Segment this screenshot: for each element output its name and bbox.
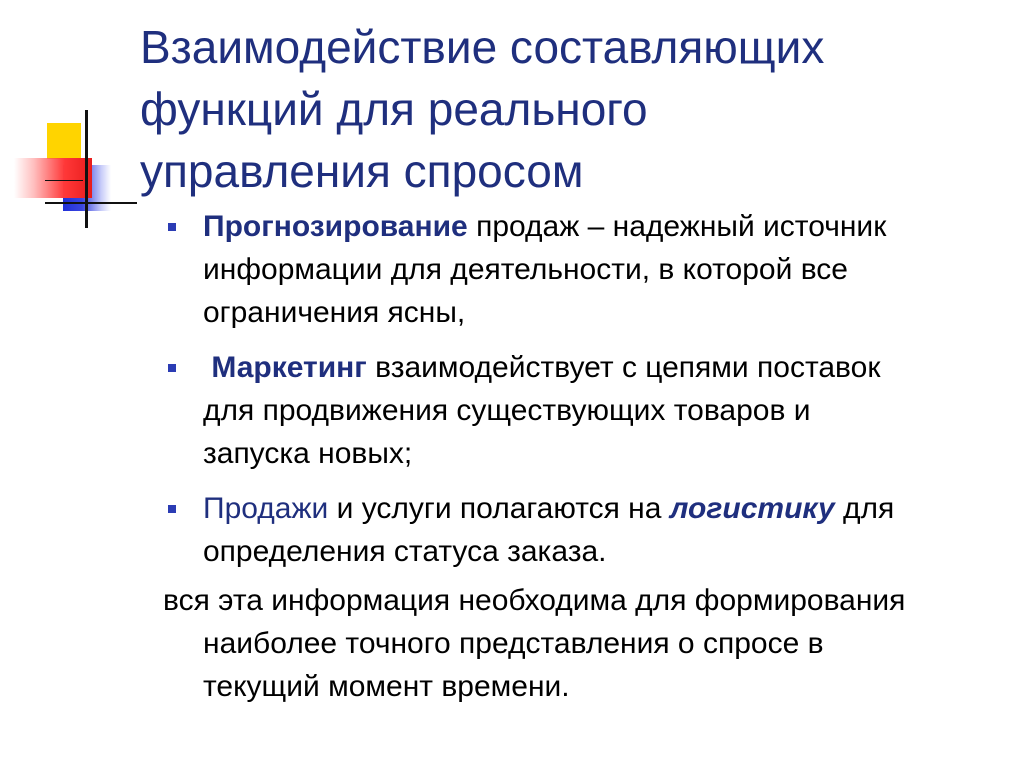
bullet-text: и услуги полагаются на — [328, 492, 670, 525]
summary-text: текущий момент времени. — [203, 670, 570, 703]
logo-horizontal-line-short — [45, 180, 83, 181]
bullet-text: информации для деятельности, в которой все — [203, 253, 848, 286]
title-line: функций для реального — [140, 83, 648, 135]
title-line: управления спросом — [140, 145, 584, 197]
bullet-keyword: Маркетинг — [211, 351, 367, 384]
slide-logo-graphic — [0, 0, 150, 240]
bullet-keyword-logistics: логистику — [669, 492, 835, 525]
bullet-marketing — [163, 346, 1013, 475]
title-line: Взаимодействие составляющих — [140, 21, 825, 73]
summary-text: наиболее точного представления о спросе в — [203, 627, 824, 660]
bullet-keyword: Продажи — [203, 492, 329, 525]
logo-red-square — [14, 158, 92, 198]
bullet-forecasting — [163, 205, 1013, 334]
bullet-keyword: Прогнозирование — [203, 210, 468, 243]
bullet-marker-icon — [168, 223, 176, 231]
bullet-text: для — [834, 492, 895, 525]
summary-paragraph — [163, 579, 1013, 708]
bullet-marker-icon — [168, 505, 176, 513]
bullet-text: взаимодействует с цепями поставок — [366, 351, 881, 384]
slide-body — [163, 205, 1013, 708]
bullet-marker-icon — [168, 364, 176, 372]
logo-vertical-line — [85, 110, 88, 228]
bullet-text: для продвижения существующих товаров и — [203, 394, 811, 427]
bullet-text: ограничения ясны, — [203, 296, 466, 329]
bullet-text: запуска новых; — [203, 437, 413, 470]
summary-text: вся эта информация необходима для формирования — [163, 584, 906, 617]
bullet-text: продаж – надежный источник — [467, 210, 887, 243]
bullet-text: определения статуса заказа. — [203, 535, 607, 568]
slide-title — [140, 16, 1000, 202]
logo-yellow-square — [47, 123, 81, 159]
logo-horizontal-line — [45, 202, 137, 204]
bullet-sales — [163, 487, 1013, 573]
